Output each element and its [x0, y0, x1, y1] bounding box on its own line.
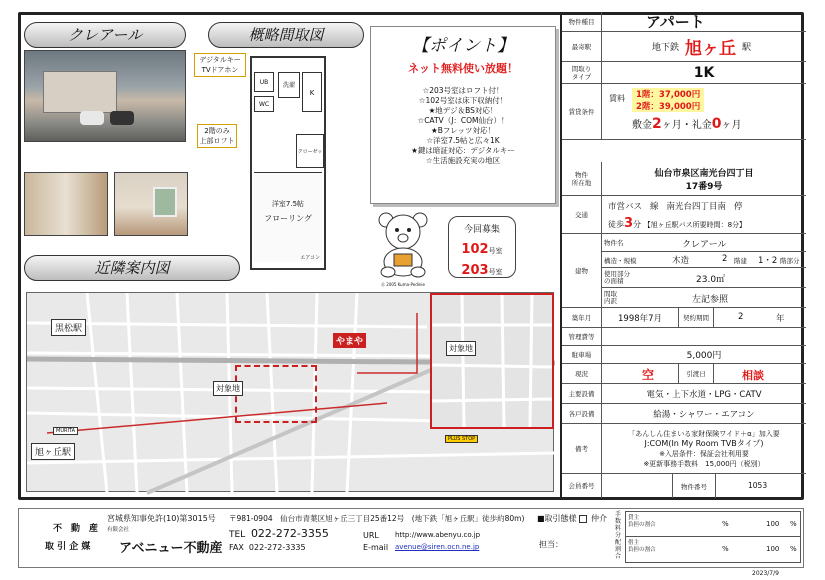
spec-label: 各戸設備 — [562, 404, 602, 423]
building-image — [43, 71, 117, 113]
bname-label: 物件名 — [604, 239, 624, 247]
deal-checkbox[interactable] — [579, 515, 587, 523]
points-line: ★Bフレッツ対応！ — [431, 126, 495, 135]
store-yamaya: やまや — [333, 333, 366, 348]
spec-row-type — [562, 12, 806, 32]
deal-type-value: 仲介 — [591, 514, 607, 523]
structure: 木造 — [672, 256, 690, 266]
car-image — [80, 111, 104, 125]
floorplan-header: 概略間取図 — [208, 22, 364, 48]
station-name: 旭ヶ丘 — [685, 39, 737, 59]
spec-label: 最寄駅 — [562, 32, 602, 61]
email-label: E-mail — [363, 543, 389, 552]
management-fee — [602, 328, 806, 345]
main-facilities: 電気・上下水道・LPG・CATV — [646, 389, 762, 400]
spec-row-status — [562, 364, 806, 384]
spec-row-building — [562, 234, 806, 308]
plan-closet: クローゼッ — [296, 134, 324, 168]
bname-row — [602, 234, 806, 252]
spec-row-management — [562, 328, 806, 346]
spec-row-member — [562, 474, 806, 498]
spec-label: 建物 — [562, 234, 602, 307]
spec-table — [560, 12, 804, 500]
callout-loft: 2階のみ 上部ロフト — [197, 124, 237, 148]
fee-tenant-percent-sign: % — [790, 545, 797, 553]
fee-tenant-value: 100 — [766, 545, 780, 553]
spec-label: 会員番号 — [562, 474, 602, 498]
bear-mascot — [372, 208, 434, 286]
bus-stop-suffix: 停 — [734, 202, 743, 212]
unit-floors: 1・2 — [758, 256, 778, 266]
spec-label: 交通 — [562, 196, 602, 233]
fee-tenant-percent: % — [722, 545, 729, 553]
plan-room-label: 洋室7.5帖 — [271, 200, 305, 208]
walk-note: 【旭ヶ丘駅バス所要時間：8分】 — [643, 221, 747, 229]
rent-floor1 — [632, 88, 704, 100]
company-address: 〒981-0904 仙台市青葉区旭ヶ丘三丁目25番12号 (地下鉄「旭ヶ丘駅」徒歩約80m) — [229, 514, 525, 523]
website-link[interactable]: http://www.abenyu.co.jp — [395, 531, 481, 539]
fee-owner-value: 100 — [766, 520, 780, 528]
key-money-months: 0 — [711, 116, 722, 132]
plan-flooring-label: フローリング — [264, 214, 312, 223]
tel-line — [229, 527, 329, 540]
email-link[interactable]: avenue@siren.ocn.ne.jp — [395, 543, 480, 551]
contract-label: 契約期間 — [678, 308, 714, 327]
handover-label: 引渡日 — [678, 364, 714, 383]
fax-number: 022-272-3335 — [248, 543, 306, 552]
fee-owner-percent-sign: % — [790, 520, 797, 528]
points-line: ☆102号室は床下収納付！ — [418, 96, 508, 105]
spec-label: 管理費等 — [562, 328, 602, 345]
url-label: URL — [363, 531, 379, 540]
points-line: ☆CATV（J：COM仙台）！ — [417, 116, 509, 125]
unit-floors-suffix: 階部分 — [780, 257, 800, 265]
bus-stop: 南光台四丁目南 — [666, 202, 727, 212]
recruit-title: 今回募集 — [463, 225, 500, 235]
tel-number: 022-272-3355 — [250, 527, 329, 540]
property-type: アパート — [646, 13, 705, 31]
exterior-photo — [24, 50, 186, 142]
bear-caption: Ⓡ 2005 Kuma-Pedinie — [381, 282, 425, 287]
target-area — [235, 365, 317, 423]
spec-label: 駐車場 — [562, 346, 602, 363]
fee-row-tenant — [625, 537, 801, 563]
fee-owner-percent: % — [722, 520, 729, 528]
rent-floor2-value: 39,000円 — [658, 102, 701, 112]
points-box — [370, 26, 556, 204]
license-number: 宮城県知事免許(10)第3015号 — [107, 514, 216, 523]
rent-floor1-value: 37,000円 — [658, 90, 701, 100]
vacancy-status: 空 — [642, 368, 655, 382]
bus-line: 線 — [650, 202, 659, 212]
footer-label-realestate: 不 動 産 — [53, 524, 99, 534]
walk-unit: 分 — [633, 220, 642, 229]
spec-label: 物件 所在地 — [562, 162, 602, 195]
plan-kitchen: K — [302, 72, 322, 112]
deal-type-label: ■取引態様 — [537, 514, 577, 523]
points-line: ★地デジ＆BS対応！ — [428, 106, 498, 115]
remark-line: ※入居条件：保証会社利用要 — [659, 449, 749, 458]
address-line2: 17番9号 — [685, 181, 723, 192]
spec-label: 間取り タイプ — [562, 62, 602, 83]
company-type: 有限会社 — [107, 527, 130, 533]
points-list — [371, 86, 555, 166]
tel-label: TEL — [229, 530, 246, 540]
contract-unit: 年 — [776, 314, 785, 324]
plan-aircon-label: エアコン — [300, 255, 320, 261]
spec-row-address — [562, 162, 806, 196]
area: 23.0㎡ — [696, 275, 726, 285]
property-name-header: クレアール — [24, 22, 186, 48]
fee-owner-label: 貸主 負担の割合 — [628, 515, 656, 528]
struct-label: 構造・規模 — [604, 257, 637, 265]
interior-photo-1 — [24, 172, 108, 236]
spec-row-transport — [562, 196, 806, 234]
address-line1: 仙台市泉区南光台四丁目 — [654, 168, 754, 179]
walk-minutes: 3 — [624, 216, 634, 231]
plan-room — [254, 172, 322, 262]
footer — [18, 508, 804, 568]
spec-label: 物件種目 — [562, 12, 602, 31]
line-name: 地下鉄 — [652, 43, 680, 53]
remark-line: ※更新事務手数料 15,000円（税別） — [643, 459, 765, 468]
rent-floor2 — [632, 100, 704, 112]
area-row — [602, 268, 806, 288]
layout-type: 1K — [693, 64, 715, 81]
contract-years: 2 — [738, 312, 744, 322]
recruit-room2-number: 203 — [461, 263, 489, 278]
target-label: 対象地 — [213, 381, 243, 396]
callout-digital-key: デジタルキー TVドアホン — [194, 53, 246, 77]
built-date: 1998年7月 — [618, 314, 663, 324]
fee-tenant-label: 借主 負担の割合 — [628, 540, 656, 553]
spec-label: 主要設備 — [562, 384, 602, 403]
deposit-months: 2 — [652, 116, 662, 132]
walk-label: 徒歩 — [608, 220, 624, 229]
station-asahigaoka: 旭ヶ丘駅 — [31, 443, 75, 460]
layout-detail: 左記参照 — [692, 295, 729, 305]
fax-label: FAX — [229, 543, 244, 552]
property-number-label: 物件番号 — [672, 474, 716, 498]
store-murita: MURITA — [53, 427, 78, 435]
car-image — [110, 111, 134, 125]
building-name: クレアール — [682, 240, 727, 250]
spec-label: 備考 — [562, 424, 602, 473]
plan-ub: UB — [254, 72, 274, 92]
area-label: 使用部分 の面積 — [604, 270, 630, 285]
fax-line — [229, 543, 306, 552]
inset-roads — [432, 295, 552, 427]
points-line: ★鍵は暗証対応：デジタルキー — [411, 146, 515, 155]
print-date: 2023/7/9 — [752, 570, 779, 577]
unit-equipment: 給湯・シャワー・エアコン — [653, 409, 755, 420]
spec-label: 現況 — [562, 364, 602, 383]
floor-plan — [250, 56, 326, 270]
points-title: 【ポイント】 — [412, 36, 514, 56]
address — [602, 162, 806, 195]
neighborhood-header: 近隣案内図 — [24, 255, 240, 281]
plan-laundry: 洗濯 — [278, 72, 300, 98]
deposit-unit: ヶ月・礼金 — [661, 120, 712, 131]
rent-floor2-label: 2階： — [636, 102, 659, 112]
remark-line: J:COM(In My Room TVBタイプ) — [644, 438, 764, 448]
spec-row-station — [562, 32, 806, 62]
neighborhood-map — [26, 292, 554, 492]
fee-share-header: 手数料 分配割合 — [614, 511, 621, 560]
station-kuromatsu: 黒松駅 — [51, 319, 86, 336]
recruit-room1-number: 102 — [461, 242, 489, 257]
deposit-label: 敷金 — [632, 120, 652, 131]
points-line: ☆洋室7.5帖と広々1K — [426, 136, 500, 145]
station-suffix: 駅 — [742, 43, 752, 53]
struct-row — [602, 252, 806, 268]
inset-target-label: 対象地 — [446, 341, 476, 356]
bear-icon — [372, 208, 434, 278]
bus-company: 市営バス — [608, 202, 643, 212]
map-inset — [430, 293, 554, 429]
layout-detail-label: 間取 内訳 — [604, 290, 617, 305]
spec-row-conditions — [562, 84, 806, 140]
store-plus: PLUS STOP — [445, 435, 478, 443]
recruit-box — [448, 216, 516, 278]
rent-label: 賃料 — [609, 93, 625, 103]
plan-wc: WC — [254, 96, 274, 112]
rent-floor1-label: 1階： — [636, 90, 659, 100]
parking-fee: 5,000円 — [686, 351, 722, 361]
spec-row-facilities — [562, 384, 806, 404]
company-name: アベニュー不動産 — [119, 541, 223, 556]
spec-row-remarks — [562, 424, 806, 474]
bus-info — [608, 200, 743, 212]
spec-label: 賃貸条件 — [562, 84, 602, 139]
spec-row-equipment — [562, 404, 806, 424]
contact-label: 担当： — [539, 540, 563, 549]
fee-row-owner — [625, 511, 801, 537]
recruit-room1-suffix: 号室 — [488, 247, 503, 255]
remark-line: 「あんしん住まいる家財保険ワイド＋α」加入要 — [628, 429, 780, 438]
remarks — [602, 424, 806, 473]
deposit-key — [632, 116, 742, 132]
property-number: 1053 — [748, 481, 768, 490]
spec-row-layout — [562, 62, 806, 84]
points-subtitle: ネット無料使い放題！ — [408, 62, 518, 75]
spec-value — [602, 32, 806, 61]
floors-unit: 階建 — [734, 257, 747, 265]
footer-label-broker: 取 引 企 媒 — [45, 542, 91, 552]
recruit-room2-suffix: 号室 — [488, 268, 503, 276]
spec-row-built — [562, 308, 806, 328]
spec-row-parking — [562, 346, 806, 364]
floors: 2 — [722, 254, 728, 264]
window-image — [153, 187, 177, 217]
handover-date: 相談 — [742, 369, 764, 382]
walk-info — [608, 216, 746, 231]
interior-photo-2 — [114, 172, 188, 236]
spec-label: 築年月 — [562, 308, 602, 327]
points-line: ☆203号室はロフト付！ — [422, 86, 504, 95]
points-line: ☆生活施設充実の地区 — [425, 156, 501, 165]
layout-detail-row — [602, 288, 806, 308]
key-money-unit: ヶ月 — [721, 120, 742, 131]
